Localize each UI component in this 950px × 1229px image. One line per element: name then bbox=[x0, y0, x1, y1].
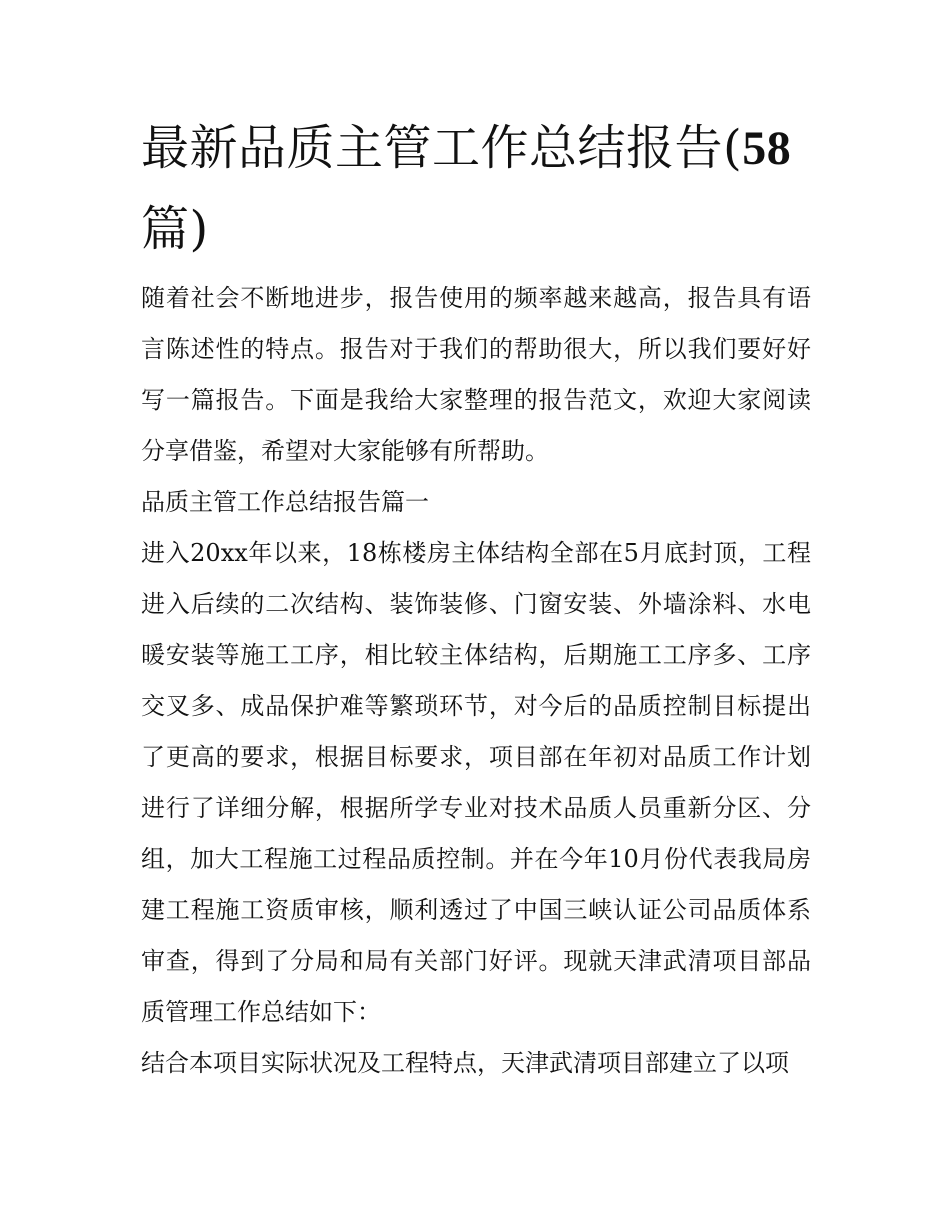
document-title bbox=[141, 108, 811, 269]
title-end: 篇) bbox=[141, 201, 209, 257]
intro-paragraph: 随着社会不断地进步，报告使用的频率越来越高，报告具有语言陈述性的特点。报告对于我们的帮助很大，所以我们要好好写一篇报告。下面是我给大家整理的报告范文，欢迎大家阅读分享借鉴，希望对大家能够有所帮助。 bbox=[141, 284, 811, 465]
title-number: 58 bbox=[742, 122, 792, 175]
document-body bbox=[141, 108, 811, 1089]
body-paragraph-2: 结合本项目实际状况及工程特点，天津武清项目部建立了以项 bbox=[141, 1049, 789, 1077]
body-paragraph-1: 进入20xx年以来，18栋楼房主体结构全部在5月底封顶，工程进入后续的二次结构、装饰装修、门窗安装、外墙涂料、水电暖安装等施工工序，相比较主体结构，后期施工工序多、工序交叉多、成品保护难等繁琐环节，对今后的品质控制目标提出了更高的要求，根据目标要求，项目部在年初对品质工作计划进行了详细分解，根据所学专业对技术品质人员重新分区、分组，加大工程施工过程品质控制。并在今年10月份代表我局房建工程施工资质审核，顺利透过了中国三峡认证公司品质体系审查，得到了分局和局有关部门好评。现就天津武清项目部品质管理工作总结如下： bbox=[141, 539, 811, 1026]
section-heading: 品质主管工作总结报告篇一 bbox=[141, 488, 429, 516]
title-main: 最新品质主管工作总结报告( bbox=[141, 120, 743, 176]
